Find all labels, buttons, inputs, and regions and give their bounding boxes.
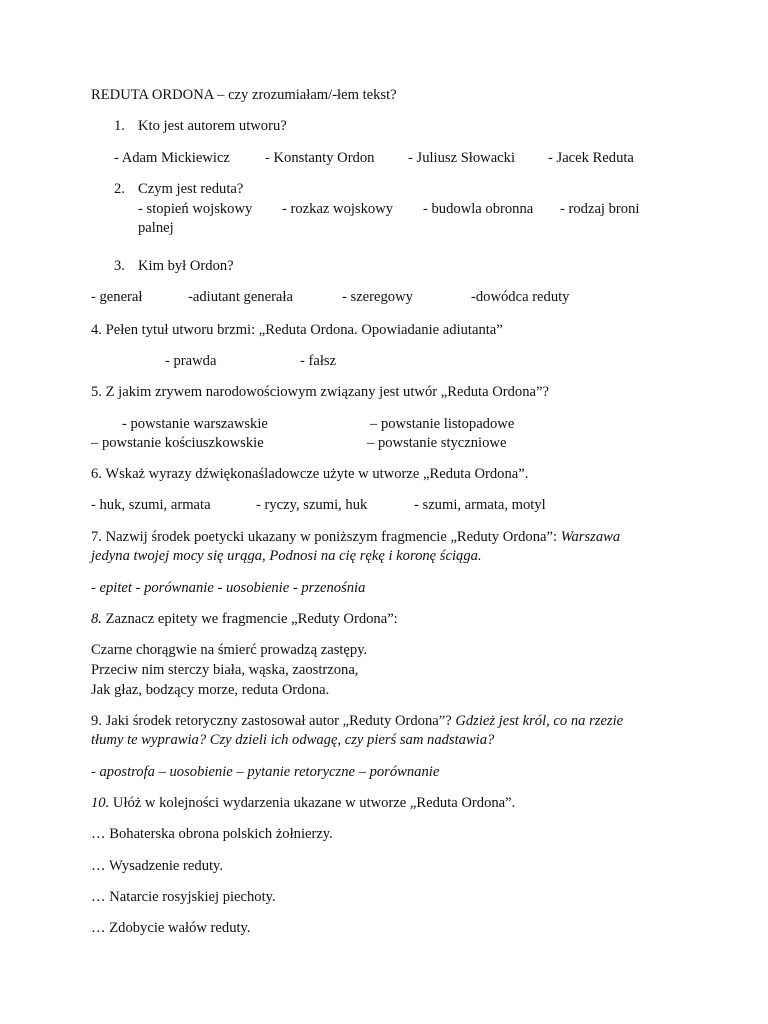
event-item: … Zdobycie wałów reduty. bbox=[91, 920, 251, 936]
question-5: 5. Z jakim zrywem narodowościowym związany jest utwór „Reduta Ordona”? bbox=[91, 384, 549, 400]
answer-option: - generał bbox=[91, 289, 143, 305]
answer-option: – powstanie listopadowe bbox=[370, 416, 515, 432]
answer-option: - szumi, armata, motyl bbox=[414, 497, 546, 513]
answer-option: – powstanie styczniowe bbox=[367, 435, 507, 451]
answer-option: - Konstanty Ordon bbox=[265, 150, 375, 166]
quoted-fragment: jedyna twojej mocy się urąga, Podnosi na cię rękę i koronę ściąga. bbox=[91, 548, 482, 564]
poem-line: Czarne chorągwie na śmierć prowadzą zastępy. bbox=[91, 642, 368, 658]
document-title: REDUTA ORDONA – czy zrozumiałam/-łem tekst? bbox=[91, 87, 397, 103]
poem-line: Przeciw nim sterczy biała, wąska, zaostrzona, bbox=[91, 662, 359, 678]
answer-option: - szeregowy bbox=[342, 289, 413, 305]
question-2 bbox=[114, 179, 243, 199]
answer-option: - stopień wojskowy bbox=[138, 201, 253, 217]
answer-option: - Jacek Reduta bbox=[548, 150, 634, 166]
question-number: 2. bbox=[114, 181, 125, 197]
answer-option: - Adam Mickiewicz bbox=[114, 150, 230, 166]
answer-options: - epitet - porównanie - uosobienie - przenośnia bbox=[91, 580, 366, 596]
answer-option: -dowódca reduty bbox=[471, 289, 570, 305]
question-6: 6. Wskaż wyrazy dźwiękonaśladowcze użyte w utworze „Reduta Ordona”. bbox=[91, 466, 529, 482]
question-number: 8. bbox=[91, 611, 102, 627]
question-number: 3. bbox=[114, 258, 125, 274]
question-text: 7. Nazwij środek poetycki ukazany w poniższym fragmencie „Reduty Ordona”: bbox=[91, 529, 561, 545]
question-10 bbox=[91, 793, 515, 813]
question-1 bbox=[114, 116, 287, 136]
question-text: Zaznacz epitety we fragmencie „Reduty Ordona”: bbox=[101, 611, 398, 627]
answer-option: - fałsz bbox=[300, 353, 337, 369]
answer-option-continuation: palnej bbox=[138, 220, 174, 236]
question-3 bbox=[114, 256, 234, 276]
question-9 bbox=[91, 711, 623, 731]
answer-option: - powstanie warszawskie bbox=[122, 416, 268, 432]
question-text: Kto jest autorem utworu? bbox=[138, 118, 287, 134]
answer-option: - huk, szumi, armata bbox=[91, 497, 211, 513]
answer-option: - rodzaj broni bbox=[560, 201, 640, 217]
answer-option: - Juliusz Słowacki bbox=[408, 150, 516, 166]
question-4: 4. Pełen tytuł utworu brzmi: „Reduta Ordona. Opowiadanie adiutanta” bbox=[91, 322, 503, 338]
question-7 bbox=[91, 527, 620, 547]
answer-option: - rozkaz wojskowy bbox=[282, 201, 394, 217]
answer-option: - budowla obronna bbox=[423, 201, 534, 217]
quoted-fragment: tłumy te wyprawia? Czy dzieli ich odwagę, czy pierś sam nadstawia? bbox=[91, 732, 495, 748]
question-8 bbox=[91, 609, 398, 629]
event-item: … Wysadzenie reduty. bbox=[91, 858, 224, 874]
event-item: … Bohaterska obrona polskich żołnierzy. bbox=[91, 826, 333, 842]
question-text: Ułóż w kolejności wydarzenia ukazane w utworze „Reduta Ordona”. bbox=[109, 795, 516, 811]
question-text: Kim był Ordon? bbox=[138, 258, 234, 274]
question-number: 1. bbox=[114, 118, 125, 134]
answer-option: - prawda bbox=[165, 353, 217, 369]
answer-options: - apostrofa – uosobienie – pytanie retoryczne – porównanie bbox=[91, 764, 440, 780]
question-text: Czym jest reduta? bbox=[138, 181, 244, 197]
event-item: … Natarcie rosyjskiej piechoty. bbox=[91, 889, 276, 905]
answer-option: - ryczy, szumi, huk bbox=[256, 497, 368, 513]
poem-line: Jak głaz, bodzący morze, reduta Ordona. bbox=[91, 682, 330, 698]
question-text: 9. Jaki środek retoryczny zastosował autor „Reduty Ordona”? bbox=[91, 713, 456, 729]
answer-option: -adiutant generała bbox=[188, 289, 293, 305]
quoted-fragment: Gdzież jest król, co na rzezie bbox=[455, 713, 624, 729]
question-number: 10. bbox=[91, 795, 110, 811]
quoted-fragment: Warszawa bbox=[560, 529, 621, 545]
answer-option: – powstanie kościuszkowskie bbox=[91, 435, 264, 451]
